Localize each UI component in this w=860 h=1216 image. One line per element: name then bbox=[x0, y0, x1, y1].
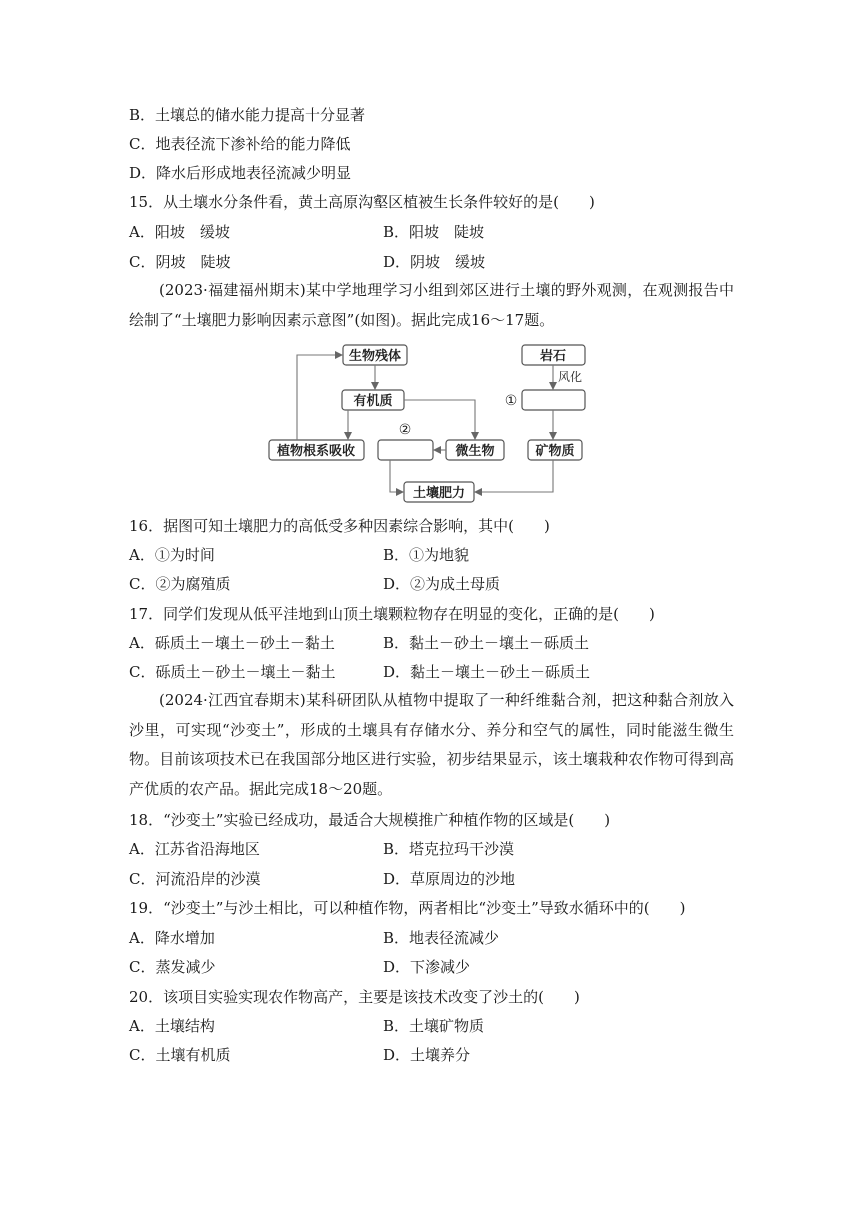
q19-option-c: C．蒸发减少 bbox=[129, 958, 216, 976]
q20-option-d: D．土壤养分 bbox=[383, 1046, 471, 1064]
arrow-blank2-fertility bbox=[390, 460, 403, 492]
q20-stem: 20．该项目实验实现农作物高产，主要是该技术改变了沙土的( ) bbox=[129, 988, 580, 1006]
q19-option-a: A．降水增加 bbox=[129, 929, 215, 947]
label-rock: 岩石 bbox=[539, 349, 567, 364]
label-bio-remains: 生物残体 bbox=[348, 349, 402, 364]
material-18-20-text: (2024·江西宜春期末)某科研团队从植物中提取了一种纤维黏合剂，把这种黏合剂放入沙里，可实现“沙变土”，形成的土壤具有存储水分、养分和空气的属性，同时能滋生微生物。目前该项技术已在我国部分地区进行实验，初步结果显示，该土壤栽种农作物可得到高产优质的农产品。据此完成18～20题。 bbox=[129, 691, 734, 798]
q15-option-b: B．阳坡 陡坡 bbox=[383, 223, 485, 241]
q15-option-a: A．阳坡 缓坡 bbox=[129, 223, 230, 241]
q17-option-c: C．砾质土－砂土－壤土－黏土 bbox=[129, 663, 336, 681]
arrow-organic-microbe bbox=[404, 400, 475, 439]
material-16-17-text: (2023·福建福州期末)某中学地理学习小组到郊区进行土壤的野外观测，在观测报告中绘制了“土壤肥力影响因素示意图”(如图)。据此完成16～17题。 bbox=[129, 281, 734, 329]
q16-stem: 16．据图可知土壤肥力的高低受多种因素综合影响，其中( ) bbox=[129, 517, 550, 535]
q16-option-c: C．②为腐殖质 bbox=[129, 575, 231, 593]
q19-option-b: B．地表径流减少 bbox=[383, 929, 500, 947]
q17-option-b: B．黏土－砂土－壤土－砾质土 bbox=[383, 634, 590, 652]
q20-option-b: B．土壤矿物质 bbox=[383, 1017, 485, 1035]
q18-option-c: C．河流沿岸的沙漠 bbox=[129, 870, 261, 888]
label-organic: 有机质 bbox=[353, 394, 393, 409]
q18-option-d: D．草原周边的沙地 bbox=[383, 870, 516, 888]
q15-stem: 15．从土壤水分条件看，黄土高原沟壑区植被生长条件较好的是( ) bbox=[129, 193, 595, 211]
q14-option-b: B．土壤总的储水能力提高十分显著 bbox=[129, 106, 366, 124]
q16-option-a: A．①为时间 bbox=[129, 546, 215, 564]
q14-option-c: C．地表径流下渗补给的能力降低 bbox=[129, 135, 351, 153]
label-mineral: 矿物质 bbox=[535, 444, 575, 459]
label-blank-2: ② bbox=[398, 422, 412, 438]
q20-option-c: C．土壤有机质 bbox=[129, 1046, 231, 1064]
label-root-absorb: 植物根系吸收 bbox=[276, 444, 356, 459]
label-blank-1: ① bbox=[504, 393, 518, 409]
q19-stem: 19．“沙变土”与沙土相比，可以种植作物，两者相比“沙变土”导致水循环中的( ) bbox=[129, 899, 686, 917]
q18-stem: 18．“沙变土”实验已经成功，最适合大规模推广种植作物的区域是( ) bbox=[129, 811, 611, 829]
q17-option-d: D．黏土－壤土－砂土－砾质土 bbox=[383, 663, 591, 681]
box-blank-1 bbox=[522, 390, 585, 410]
label-microbe: 微生物 bbox=[455, 444, 495, 459]
label-fertility: 土壤肥力 bbox=[412, 486, 466, 501]
q14-option-d: D．降水后形成地表径流减少明显 bbox=[129, 164, 352, 182]
q18-option-b: B．塔克拉玛干沙漠 bbox=[383, 840, 515, 858]
label-weathering: 风化 bbox=[558, 370, 583, 384]
q20-option-a: A．土壤结构 bbox=[129, 1017, 215, 1035]
q17-stem: 17．同学们发现从低平洼地到山顶土壤颗粒物存在明显的变化，正确的是( ) bbox=[129, 605, 655, 623]
q17-option-a: A．砾质土－壤土－砂土－黏土 bbox=[129, 634, 335, 652]
box-blank-2 bbox=[378, 440, 433, 460]
arrow-root-remains bbox=[297, 355, 342, 440]
q16-option-d: D．②为成土母质 bbox=[383, 575, 501, 593]
material-18-20 bbox=[129, 686, 734, 804]
q18-option-a: A．江苏省沿海地区 bbox=[129, 840, 260, 858]
q15-option-d: D．阴坡 缓坡 bbox=[383, 253, 486, 271]
q15-option-c: C．阴坡 陡坡 bbox=[129, 253, 231, 271]
q19-option-d: D．下渗减少 bbox=[383, 958, 471, 976]
arrow-mineral-fertility bbox=[475, 460, 553, 492]
q16-option-b: B．①为地貌 bbox=[383, 546, 470, 564]
